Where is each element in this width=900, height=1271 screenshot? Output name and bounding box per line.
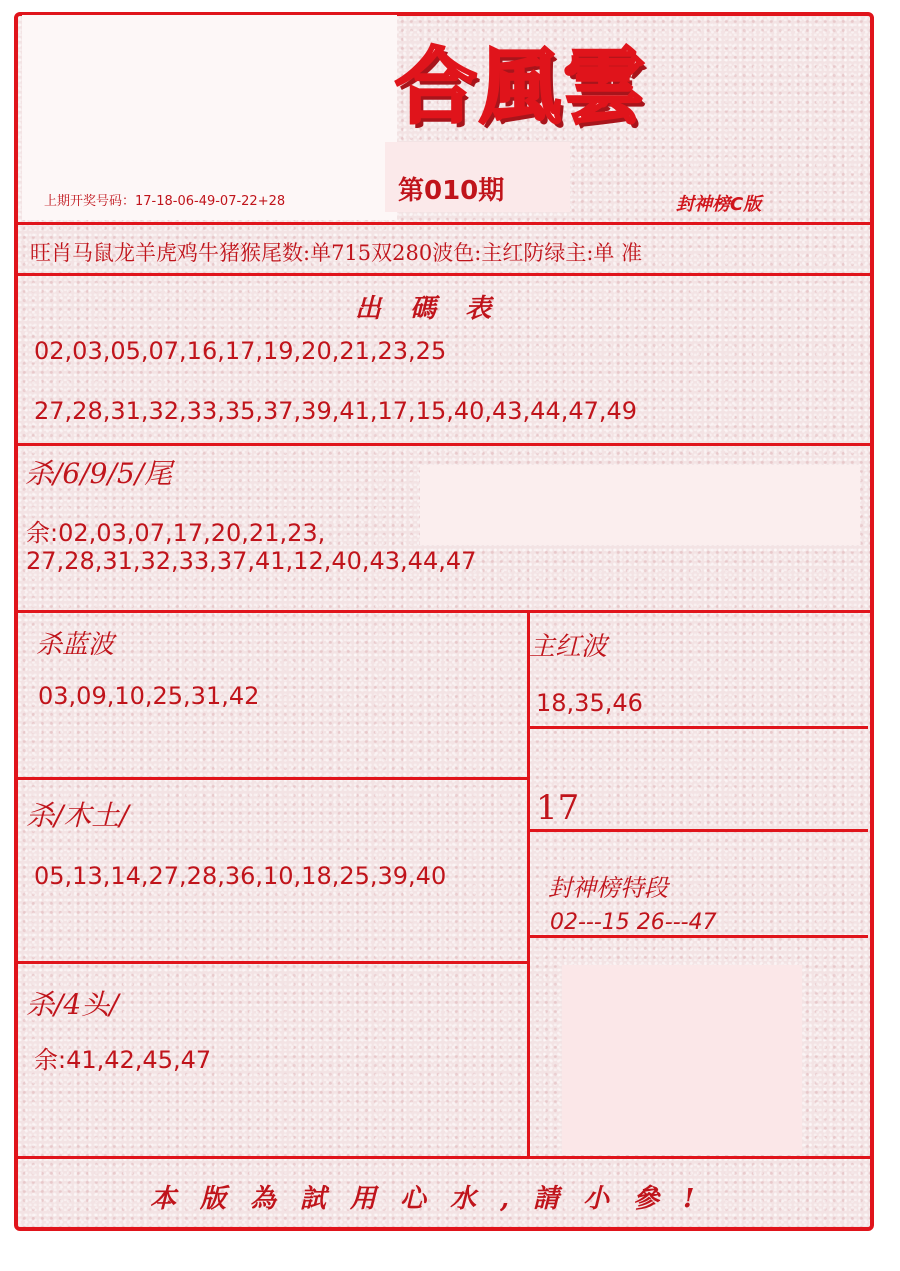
divider — [18, 961, 528, 964]
blurred-image-area — [562, 965, 802, 1155]
divider — [18, 777, 528, 780]
column-divider — [527, 612, 530, 1157]
main-red-numbers: 18,35,46 — [536, 689, 643, 717]
edition-label: 封神榜C版 — [676, 194, 762, 215]
kill-element-title: 杀/木土/ — [26, 799, 129, 832]
divider — [18, 273, 870, 276]
kill-blue-title: 杀蓝波 — [36, 630, 115, 660]
blurred-note-area — [420, 465, 860, 545]
tip-line: 旺肖马鼠龙羊虎鸡牛猪猴尾数:单715双280波色:主红防绿主:单 准 — [30, 241, 643, 265]
kill-blue-numbers: 03,09,10,25,31,42 — [38, 682, 260, 710]
kill-head-numbers: 余:41,42,45,47 — [34, 1046, 212, 1074]
divider — [18, 443, 870, 446]
page-title: 合風雲 — [395, 39, 648, 135]
chuma-title: 出 碼 表 — [355, 294, 502, 324]
footer-note: 本版為試用心水,請小參! — [150, 1184, 719, 1214]
kill-tail-title: 杀/6/9/5/尾 — [25, 457, 173, 490]
kill-head-title: 杀/4头/ — [26, 988, 119, 1021]
chuma-line-2: 27,28,31,32,33,35,37,39,41,17,15,40,43,44,47,49 — [34, 397, 638, 425]
divider — [18, 222, 870, 225]
divider — [528, 726, 868, 729]
main-red-title: 主红波 — [529, 632, 608, 662]
kill-element-numbers: 05,13,14,27,28,36,10,18,25,39,40 — [34, 862, 447, 890]
fengshen-range: 02---15 26---47 — [550, 910, 717, 935]
chuma-line-1: 02,03,05,07,16,17,19,20,21,23,25 — [34, 337, 447, 365]
last-draw-numbers: 上期开奖号码：17-18-06-49-07-22+28 — [44, 194, 286, 209]
divider — [528, 935, 868, 938]
issue-number: 第010期 — [398, 176, 505, 206]
divider — [18, 1156, 870, 1159]
special-number: 17 — [536, 788, 580, 828]
fengshen-title: 封神榜特段 — [548, 874, 668, 902]
divider — [528, 829, 868, 832]
kill-tail-line-1: 余:02,03,07,17,20,21,23, — [26, 519, 326, 547]
divider — [18, 610, 870, 613]
kill-tail-line-2: 27,28,31,32,33,37,41,12,40,43,44,47 — [26, 547, 477, 575]
